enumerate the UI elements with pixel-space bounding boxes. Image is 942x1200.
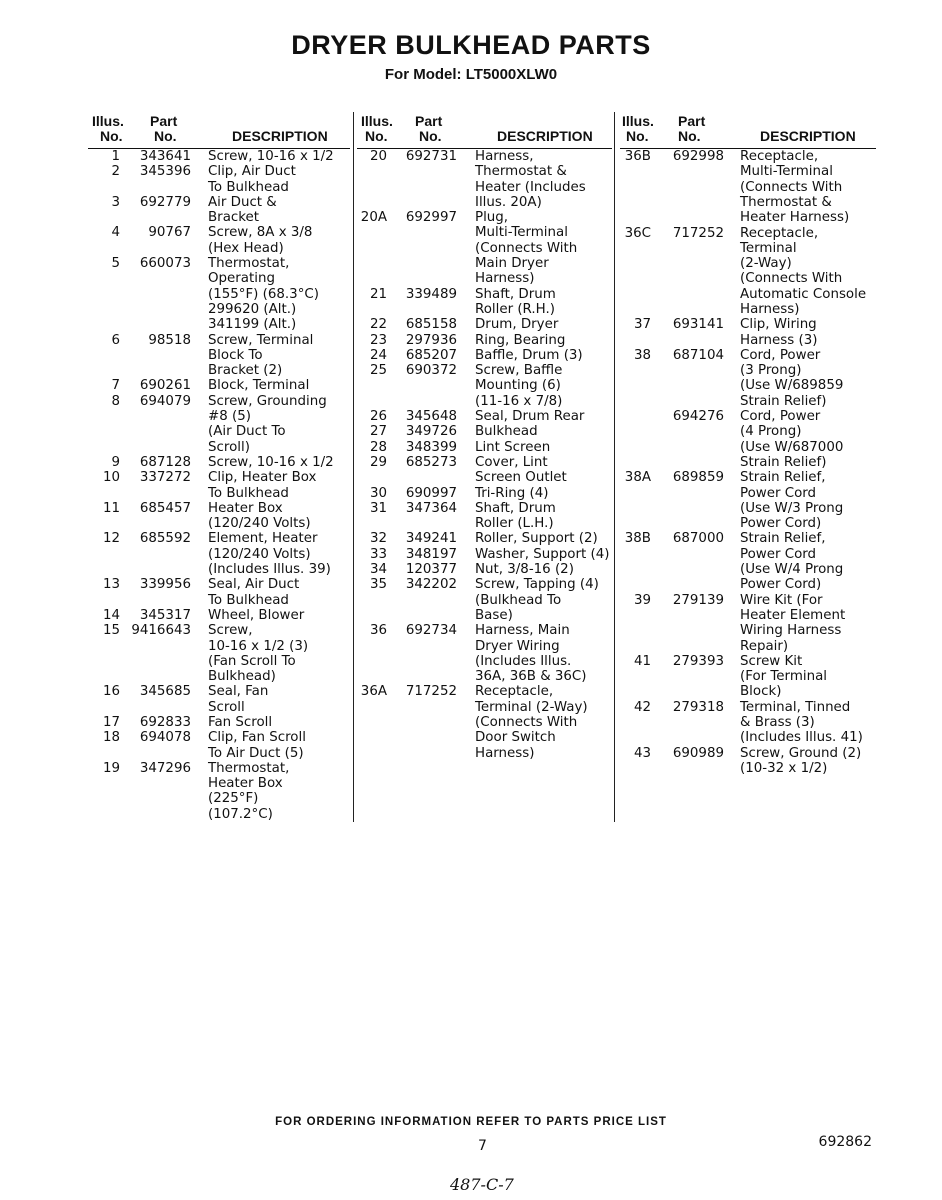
illus-header-1: Illus. (92, 113, 124, 129)
illus-number: 19 (102, 760, 120, 776)
part-row (357, 531, 612, 546)
handwritten-note: 487-C-7 (450, 1175, 514, 1194)
document-number: 692862 (818, 1134, 872, 1150)
column-header (88, 112, 350, 149)
part-number: 345396 (139, 164, 191, 180)
part-number: 9416643 (131, 623, 191, 639)
part-description: Ring, Bearing (475, 332, 566, 348)
part-description: Receptacle, Terminal (2-Way) (Connects With Door Switch Harness) (475, 684, 588, 761)
illus-number: 18 (102, 730, 120, 746)
part-number: 685158 (405, 317, 457, 333)
part-number: 685592 (139, 531, 191, 547)
part-number: 349726 (405, 424, 457, 440)
part-row (357, 363, 612, 409)
part-number: 685207 (405, 347, 457, 363)
illus-number: 39 (633, 592, 651, 608)
part-row (88, 531, 350, 577)
part-row (88, 164, 350, 195)
part-number: 690989 (672, 745, 724, 761)
part-row (88, 378, 350, 393)
part-number: 297936 (405, 332, 457, 348)
illus-number: 9 (111, 454, 120, 470)
part-description: Heater Box (120/240 Volts) (208, 500, 311, 532)
part-row (88, 470, 350, 501)
part-number: 690372 (405, 363, 457, 379)
part-row (357, 317, 612, 332)
part-row (88, 394, 350, 455)
ordering-footer: FOR ORDERING INFORMATION REFER TO PARTS PRICE LIST (275, 1116, 667, 1128)
part-row (88, 684, 350, 715)
part-description: Screw, Ground (2) (10-32 x 1/2) (740, 745, 862, 776)
illus-number: 21 (369, 286, 387, 302)
part-row (620, 470, 876, 531)
part-number: 692997 (405, 210, 457, 226)
part-description: Seal, Drum Rear (475, 409, 585, 425)
illus-number: 36A (360, 684, 387, 700)
part-description: Cover, Lint Screen Outlet (475, 454, 567, 486)
illus-header-2: No. (626, 128, 649, 144)
part-row (357, 455, 612, 486)
illus-number: 24 (369, 347, 387, 363)
part-row (88, 608, 350, 623)
part-number: 689859 (672, 470, 724, 486)
part-number: 345648 (405, 409, 457, 425)
illus-number: 35 (369, 577, 387, 593)
part-row (620, 317, 876, 348)
part-number: 345317 (139, 607, 191, 623)
part-header-1: Part (678, 113, 706, 129)
part-row (88, 715, 350, 730)
illus-number: 37 (633, 317, 651, 333)
illus-number: 34 (369, 562, 387, 578)
illus-number: 31 (369, 500, 387, 516)
part-description: Clip, Air Duct To Bulkhead (208, 164, 296, 195)
illus-number: 11 (102, 500, 120, 516)
part-number: 687000 (672, 531, 724, 547)
part-number: 690261 (139, 378, 191, 394)
column-divider (614, 112, 615, 822)
part-number: 98518 (148, 332, 191, 348)
part-header-1: Part (415, 113, 443, 129)
part-description: Screw, 10-16 x 1/2 (208, 149, 334, 164)
part-number: 692731 (405, 149, 457, 164)
part-row (88, 730, 350, 761)
part-description: Screw, Grounding #8 (5) (Air Duct To Scroll) (208, 393, 327, 455)
illus-number: 26 (369, 409, 387, 425)
illus-number: 29 (369, 454, 387, 470)
part-number: 660073 (139, 256, 191, 272)
column-divider (353, 112, 354, 822)
part-number: 342202 (405, 577, 457, 593)
part-description: Thermostat, Operating (155°F) (68.3°C) 299620 (Alt.) 341199 (Alt.) (208, 256, 319, 333)
part-description: Wheel, Blower (208, 607, 305, 623)
illus-number: 33 (369, 546, 387, 562)
parts-rows (357, 149, 612, 761)
part-number: 685273 (405, 454, 457, 470)
part-number: 694276 (672, 409, 724, 425)
part-number: 692833 (139, 715, 191, 730)
illus-number: 15 (102, 623, 120, 639)
illus-number: 36 (369, 623, 387, 639)
part-description: Nut, 3/8-16 (2) (475, 562, 574, 578)
part-number: 347364 (405, 500, 457, 516)
part-number: 694078 (139, 730, 191, 746)
part-row (620, 593, 876, 654)
part-description: Screw, 10-16 x 1/2 (208, 454, 334, 470)
parts-rows (620, 149, 876, 776)
part-row (620, 226, 876, 318)
part-row (357, 149, 612, 210)
illus-header-2: No. (100, 128, 123, 144)
part-description: Cord, Power (4 Prong) (Use W/687000 Strain Relief) (740, 409, 844, 470)
illus-number: 25 (369, 363, 387, 379)
part-row (620, 746, 876, 777)
part-description: Thermostat, Heater Box (225°F) (107.2°C) (208, 760, 290, 822)
part-number: 337272 (139, 470, 191, 486)
part-row (88, 455, 350, 470)
part-description: Cord, Power (3 Prong) (Use W/689859 Strain Relief) (740, 347, 844, 409)
part-row (88, 761, 350, 822)
part-description: Screw, 8A x 3/8 (Hex Head) (208, 225, 313, 256)
part-number: 685457 (139, 500, 191, 516)
part-number: 692998 (672, 149, 724, 164)
part-number: 693141 (672, 317, 724, 333)
part-number: 690997 (405, 485, 457, 501)
part-row (620, 348, 876, 409)
illus-number: 23 (369, 332, 387, 348)
page-number: 7 (478, 1138, 487, 1154)
illus-number: 3 (111, 194, 120, 210)
illus-number: 38A (624, 470, 651, 486)
illus-number: 32 (369, 531, 387, 547)
part-description: Clip, Fan Scroll To Air Duct (5) (208, 730, 306, 761)
part-number: 348197 (405, 546, 457, 562)
part-row (357, 424, 612, 439)
part-number: 348399 (405, 439, 457, 455)
illus-number: 43 (633, 745, 651, 761)
part-number: 345685 (139, 684, 191, 700)
part-number: 692734 (405, 623, 457, 639)
part-row (357, 562, 612, 577)
part-description: Element, Heater (120/240 Volts) (Includes Illus. 39) (208, 531, 331, 578)
illus-number: 36B (624, 149, 651, 164)
part-description: Seal, Air Duct To Bulkhead (208, 577, 300, 608)
part-description: Baffle, Drum (3) (475, 347, 583, 363)
part-number: 349241 (405, 531, 457, 547)
part-number: 120377 (405, 562, 457, 578)
illus-number: 42 (633, 699, 651, 715)
parts-rows (88, 149, 350, 822)
part-row (620, 409, 876, 470)
illus-number: 16 (102, 684, 120, 700)
part-description: Clip, Heater Box To Bulkhead (208, 470, 317, 501)
part-description: Screw, Terminal Block To Bracket (2) (208, 332, 314, 379)
part-row (88, 256, 350, 333)
part-description: Harness, Thermostat & Heater (Includes Illus. 20A) (475, 149, 586, 210)
illus-number: 30 (369, 485, 387, 501)
part-description: Strain Relief, Power Cord (Use W/4 Prong Power Cord) (740, 531, 844, 593)
part-row (88, 149, 350, 164)
part-row (620, 654, 876, 700)
part-description: Seal, Fan Scroll (208, 684, 269, 715)
illus-number: 17 (102, 715, 120, 730)
illus-number: 27 (369, 424, 387, 440)
parts-column-1 (88, 112, 350, 822)
part-row (88, 577, 350, 608)
illus-number: 12 (102, 531, 120, 547)
illus-number: 20A (360, 210, 387, 226)
part-header-1: Part (150, 113, 178, 129)
part-row (357, 287, 612, 318)
illus-number: 22 (369, 317, 387, 333)
part-description: Bulkhead (475, 424, 538, 440)
part-description: Shaft, Drum Roller (L.H.) (475, 500, 556, 532)
illus-number: 6 (111, 332, 120, 348)
part-description: Plug, Multi-Terminal (Connects With Main Dryer Harness) (475, 210, 578, 287)
part-header-2: No. (678, 128, 701, 144)
part-row (620, 149, 876, 226)
part-number: 347296 (139, 760, 191, 776)
part-description: Wire Kit (For Heater Element Wiring Harness Repair) (740, 592, 846, 654)
part-row (357, 440, 612, 455)
part-description: Fan Scroll (208, 715, 273, 730)
part-number: 339489 (405, 286, 457, 302)
illus-number: 8 (111, 393, 120, 409)
illus-number: 41 (633, 653, 651, 669)
description-header: DESCRIPTION (760, 128, 856, 144)
part-number: 687104 (672, 347, 724, 363)
illus-number: 38 (633, 347, 651, 363)
part-description: Air Duct & Bracket (208, 194, 277, 226)
illus-number: 36C (624, 225, 651, 241)
part-description: Strain Relief, Power Cord (Use W/3 Prong Power Cord) (740, 470, 844, 532)
part-description: Block, Terminal (208, 378, 310, 394)
description-header: DESCRIPTION (232, 128, 328, 144)
part-row (88, 501, 350, 532)
part-number: 90767 (148, 225, 191, 241)
part-number: 279139 (672, 592, 724, 608)
part-description: Harness, Main Dryer Wiring (Includes Illus. 36A, 36B & 36C) (475, 623, 587, 685)
part-row (620, 700, 876, 746)
part-number: 717252 (672, 225, 724, 241)
part-row (357, 501, 612, 532)
part-description: Washer, Support (4) (475, 546, 610, 562)
part-row (357, 409, 612, 424)
part-description: Shaft, Drum Roller (R.H.) (475, 286, 556, 317)
parts-column-2 (357, 112, 612, 761)
illus-header-1: Illus. (361, 113, 393, 129)
illus-number: 14 (102, 607, 120, 623)
part-description: Roller, Support (2) (475, 531, 598, 547)
part-number: 692779 (139, 194, 191, 210)
illus-number: 2 (111, 164, 120, 180)
illus-number: 28 (369, 439, 387, 455)
part-row (357, 684, 612, 761)
description-header: DESCRIPTION (497, 128, 593, 144)
illus-number: 7 (111, 378, 120, 394)
column-header (620, 112, 876, 149)
part-number: 717252 (405, 684, 457, 700)
part-description: Screw Kit (For Terminal Block) (740, 653, 827, 700)
part-row (88, 333, 350, 379)
part-number: 279393 (672, 653, 724, 669)
parts-column-3 (620, 112, 876, 776)
part-description: Tri-Ring (4) (475, 485, 549, 501)
illus-number: 10 (102, 470, 120, 486)
illus-number: 4 (111, 225, 120, 241)
illus-header-2: No. (365, 128, 388, 144)
part-row (357, 348, 612, 363)
part-row (357, 623, 612, 684)
part-row (88, 225, 350, 256)
part-row (88, 195, 350, 226)
page-title: DRYER BULKHEAD PARTS (291, 30, 651, 60)
illus-number: 20 (369, 149, 387, 164)
illus-header-1: Illus. (622, 113, 654, 129)
part-row (357, 333, 612, 348)
model-subtitle: For Model: LT5000XLW0 (384, 66, 558, 83)
part-description: Receptacle, Multi-Terminal (Connects With Thermostat & Heater Harness) (740, 149, 850, 226)
column-header (357, 112, 612, 149)
illus-number: 1 (111, 149, 120, 164)
illus-number: 5 (111, 256, 120, 272)
part-number: 694079 (139, 393, 191, 409)
part-description: Screw, 10-16 x 1/2 (3) (Fan Scroll To Bulkhead) (208, 623, 309, 685)
part-description: Terminal, Tinned & Brass (3) (Includes Illus. 41) (740, 699, 863, 746)
part-header-2: No. (154, 128, 177, 144)
part-row (357, 210, 612, 287)
part-header-2: No. (419, 128, 442, 144)
part-row (357, 547, 612, 562)
part-description: Receptacle, Terminal (2-Way) (Connects With Automatic Console Harness) (740, 225, 867, 317)
illus-number: 38B (624, 531, 651, 547)
part-description: Drum, Dryer (475, 317, 559, 333)
part-row (357, 577, 612, 623)
part-description: Lint Screen (475, 439, 551, 455)
part-row (620, 531, 876, 592)
part-description: Screw, Tapping (4) (Bulkhead To Base) (475, 577, 599, 623)
part-row (88, 623, 350, 684)
part-number: 343641 (139, 149, 191, 164)
part-number: 687128 (139, 454, 191, 470)
part-description: Screw, Baffle Mounting (6) (11-16 x 7/8) (475, 363, 563, 409)
part-number: 279318 (672, 699, 724, 715)
part-row (357, 486, 612, 501)
illus-number: 13 (102, 577, 120, 593)
part-description: Clip, Wiring Harness (3) (740, 317, 818, 348)
part-number: 339956 (139, 577, 191, 593)
